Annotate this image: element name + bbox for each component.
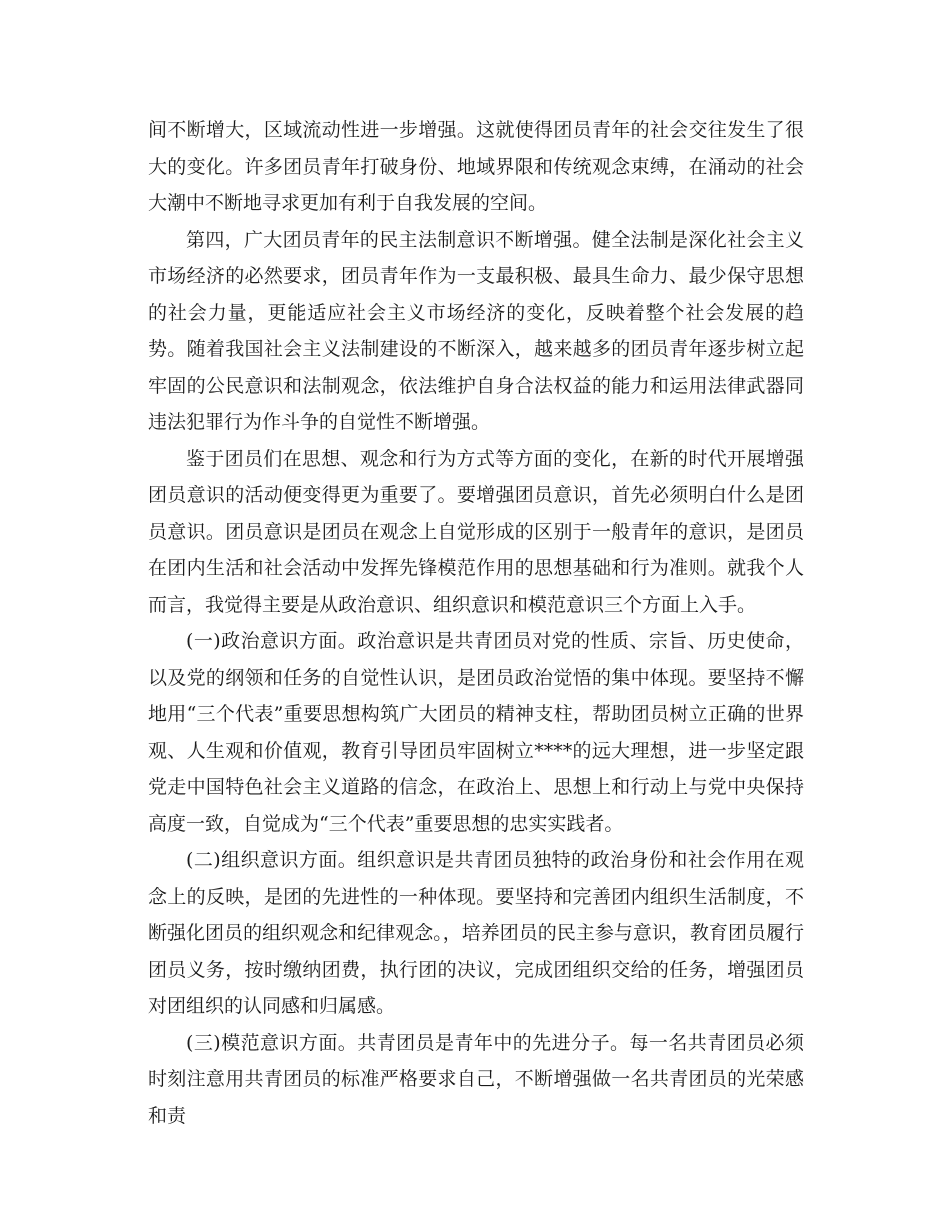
paragraph-exemplary-awareness: (三)模范意识方面。共青团员是青年中的先进分子。每一名共青团员必须时刻注意用共青团员的标准严格要求自己，不断增强做一名共青团员的光荣感和责	[148, 1031, 804, 1127]
paragraph-organizational-awareness: (二)组织意识方面。组织意识是共青团员独特的政治身份和社会作用在观念上的反映，是团的先进性的一种体现。要坚持和完善团内组织生活制度，不断强化团员的组织观念和纪律观念。，培养团员的民主参与意识，教育团员履行团员义务，按时缴纳团费，执行团的决议，完成团组织交给的任务，增强团员对团组织的认同感和归属感。	[148, 849, 804, 1017]
document-page	[148, 112, 804, 1134]
paragraph-democracy-law: 第四，广大团员青年的民主法制意识不断增强。健全法制是深化社会主义市场经济的必然要求，团员青年作为一支最积极、最具生命力、最少保守思想的社会力量，更能适应社会主义市场经济的变化，反映着整个社会发展的趋势。随着我国社会主义法制建设的不断深入，越来越多的团员青年逐步树立起牢固的公民意识和法制观念，依法维护自身合法权益的能力和运用法律武器同违法犯罪行为作斗争的自觉性不断增强。	[148, 228, 804, 433]
paragraph-member-awareness: 鉴于团员们在思想、观念和行为方式等方面的变化，在新的时代开展增强团员意识的活动便变得更为重要了。要增强团员意识，首先必须明白什么是团员意识。团员意识是团员在观念上自觉形成的区别于一般青年的意识，是团员在团内生活和社会活动中发挥先锋模范作用的思想基础和行为准则。就我个人而言，我觉得主要是从政治意识、组织意识和模范意识三个方面上入手。	[148, 447, 804, 616]
paragraph-continuation: 间不断增大，区域流动性进一步增强。这就使得团员青年的社会交往发生了很大的变化。许多团员青年打破身份、地域界限和传统观念束缚，在涌动的社会大潮中不断地寻求更加有利于自我发展的空间。	[148, 119, 804, 214]
paragraph-political-awareness: (一)政治意识方面。政治意识是共青团员对党的性质、宗旨、历史使命，以及党的纲领和任务的自觉性认识，是团员政治觉悟的集中体现。要坚持不懈地用“三个代表”重要思想构筑广大团员的精神支柱，帮助团员树立正确的世界观、人生观和价值观，教育引导团员牢固树立****的远大理想，进一步坚定跟党走中国特色社会主义道路的信念，在政治上、思想上和行动上与党中央保持高度一致，自觉成为“三个代表”重要思想的忠实实践者。	[148, 630, 804, 835]
